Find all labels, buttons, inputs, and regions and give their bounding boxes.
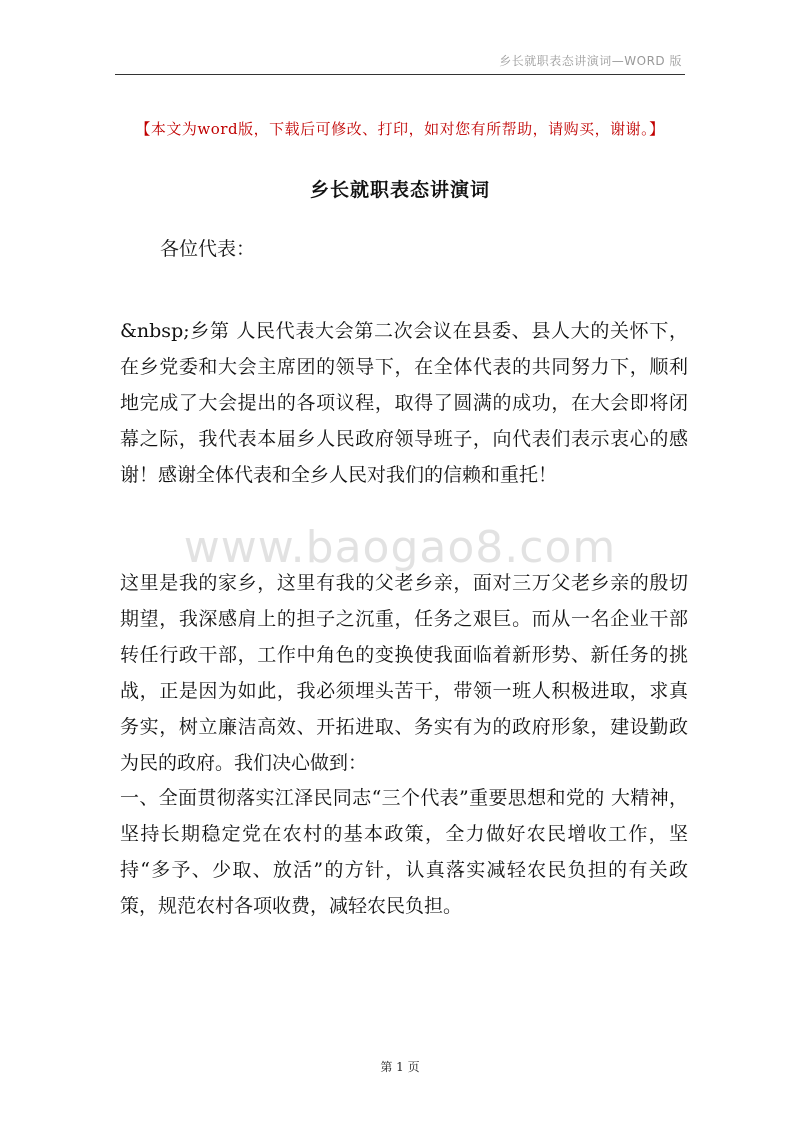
body-paragraph: &nbsp;乡第 人民代表大会第二次会议在县委、县人大的关怀下，在乡党委和大会主席团的领导下，在全体代表的共同努力下，顺利地完成了大会提出的各项议程，取得了圆满的成功，在大会即将闭幕之际，我代表本届乡人民政府领导班子，向代表们表示衷心的感谢！感谢全体代表和全乡人民对我们的信赖和重托！ xyxy=(120,320,688,486)
document-title: 乡长就职表态讲演词 xyxy=(309,179,490,201)
body-paragraph: 一、全面贯彻落实江泽民同志“三个代表”重要思想和党的 大精神，坚持长期稳定党在农村的基本政策，全力做好农民增收工作，坚持“多予、少取、放活”的方针，认真落实减轻农民负担的有关政策，规范农村各项收费，减轻农民负担。 xyxy=(120,787,688,917)
purchase-notice: 【本文为word版，下载后可修改、打印，如对您有所帮助，请购买，谢谢。】 xyxy=(135,120,665,138)
running-header: 乡长就职表态讲演词—WORD 版 xyxy=(499,54,682,68)
header-divider xyxy=(115,74,685,75)
salutation: 各位代表： xyxy=(160,238,256,260)
body-paragraph: 这里是我的家乡，这里有我的父老乡亲，面对三万父老乡亲的殷切期望，我深感肩上的担子之沉重，任务之艰巨。而从一名企业干部转任行政干部，工作中角色的变换使我面临着新形势、新任务的挑战，正是因为如此，我必须埋头苦干，带领一班人积极进取，求真务实，树立廉洁高效、开拓进取、务实有为的政府形象，建设勤政为民的政府。我们决心做到： xyxy=(120,572,688,774)
page-number: 第 1 页 xyxy=(380,1060,420,1074)
watermark: www.baogao8.com xyxy=(183,522,617,573)
